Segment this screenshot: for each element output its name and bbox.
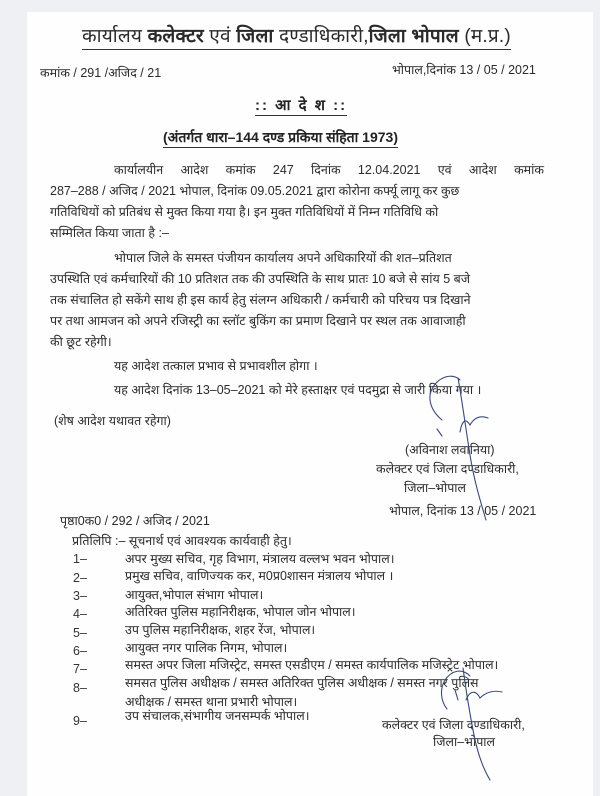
list-item-continuation: अधीक्षक / समस्त थाना प्रभारी भोपाल। <box>125 695 298 709</box>
title-part: (म.प्र.) <box>458 26 511 47</box>
para-line: गतिविधियों को प्रतिबंध से मुक्त किया गया है। इन मुक्त गतिविधियों में निम्न गतिविधि को <box>50 205 439 219</box>
paragraph-2 <box>50 248 544 353</box>
remaining-orders-note: (शेष आदेश यथावत रहेगा) <box>54 414 171 428</box>
list-item: उप पुलिस महानिरीक्षक, शहर रेंज, भोपाल। <box>125 623 316 637</box>
list-item: उप संचालक,संभागीय जनसम्पर्क भोपाल। <box>125 709 310 723</box>
list-item: समसत पुलिस अधीक्षक / समस्त अतिरिक्त पुलिस अधीक्षक / समस्त नगर पुलिस <box>125 676 479 690</box>
footer-district: जिला–भोपाल <box>433 735 496 749</box>
endorsement-place-date: भोपाल, दिनांक 13 / 05 / 2021 <box>389 504 537 518</box>
title-part: दण्डाधिकारी, <box>273 26 369 47</box>
para-line: कार्यालयीन आदेश कमांक 247 दिनांक 12.04.2021 एवं आदेश कमांक <box>114 163 544 177</box>
list-number: 2– <box>73 571 87 585</box>
list-item: प्रमुख सचिव, वाणिज्यक कर, म0प्र0शासन मंत्रालय भोपाल । <box>125 569 394 583</box>
list-item: अपर मुख्य सचिव, गृह विभाग, मंत्रालय वल्लभ भवन भोपाल। <box>125 552 395 566</box>
signatory-name: (अविनाश लवानिया) <box>405 443 495 457</box>
signatory-designation: कलेक्टर एवं जिला दण्डाधिकारी, <box>376 462 519 476</box>
list-item: आयुक्त नगर पालिक निगम, भोपाल। <box>125 641 288 655</box>
para-line: पर तथा आमजन को अपने रजिस्ट्री का स्लॉट बुकिंग का प्रमाण दिखाने पर स्थल तक आवाजाही <box>50 314 466 328</box>
paragraph-1 <box>50 160 544 244</box>
copy-to-line: प्रतिलिपि :– सूचनार्थ एवं आवश्यक कार्यवाही हेतु। <box>72 534 292 548</box>
list-item: आयुक्त,भोपाल संभाग भोपाल। <box>125 588 264 602</box>
list-number: 8– <box>73 681 87 695</box>
order-subheading: (अंतर्गत धारा–144 दण्ड प्रकिया संहिता 1973) <box>163 128 398 148</box>
para-line: भोपाल जिले के समस्त पंजीयन कार्यालय अपने अधिकारियों की शत–प्रतिशत <box>114 251 452 265</box>
title-part: कलेक्टर <box>147 26 204 47</box>
list-number: 9– <box>73 714 87 728</box>
footer-designation: कलेक्टर एवं जिला दण्डाधिकारी, <box>382 718 525 732</box>
endorsement-reference: पृष्ठा0क0 / 292 / अजिद / 2021 <box>60 514 210 528</box>
title-part: जिला <box>236 26 274 47</box>
list-number: 6– <box>73 644 87 658</box>
list-number: 5– <box>73 626 87 640</box>
list-number: 3– <box>73 589 87 603</box>
place-date: भोपाल,दिनांक 13 / 05 / 2021 <box>392 63 536 77</box>
title-part: कार्यालय <box>82 26 148 47</box>
para-line: सम्मिलित किया जाता है :– <box>50 226 169 240</box>
para-line: तक संचालित हो सकेंगे साथ ही इस कार्य हेतु संलग्न अधिकारी / कर्मचारी को परिचय पत्र दिखाने <box>50 293 471 307</box>
list-item: अतिरिक्त पुलिस महानिरीक्षक, भोपाल जोन भोपाल। <box>125 605 356 619</box>
para-line: की छूट रहेगी। <box>50 335 112 349</box>
title-part: जिला भोपाल <box>368 26 459 47</box>
office-title <box>82 22 511 50</box>
para-line: 287–288 / अजिद / 2021 भोपाल, दिनांक 09.05.2021 द्वारा कोरोना कर्फ्यू लागू कर कुछ <box>50 184 460 198</box>
issued-statement: यह आदेश दिनांक 13–05–2021 को मेरे हस्ताक्षर एवं पदमुद्रा से जारी किया गया । <box>114 383 482 397</box>
order-heading: :: आ दे श :: <box>255 97 348 114</box>
list-number: 4– <box>73 607 87 621</box>
list-item: समस्त अपर जिला मजिस्ट्रेट, समस्त एसडीएम / समस्त कार्यपालिक मजिस्ट्रेट भोपाल। <box>125 658 499 672</box>
list-number: 7– <box>73 662 87 676</box>
para-line: उपस्थिति एवं कर्मचारियों की 10 प्रतिशत तक की उपस्थिति के साथ प्रातः 10 बजे से सांय 5 बजे <box>50 272 471 286</box>
list-number: 1– <box>73 552 87 566</box>
title-part: एवं <box>203 26 237 47</box>
effect-statement: यह आदेश तत्काल प्रभाव से प्रभावशील होगा । <box>114 359 318 373</box>
reference-number: कमांक / 291 /अजिद / 21 <box>40 66 162 80</box>
signatory-district: जिला–भोपाल <box>404 481 467 495</box>
